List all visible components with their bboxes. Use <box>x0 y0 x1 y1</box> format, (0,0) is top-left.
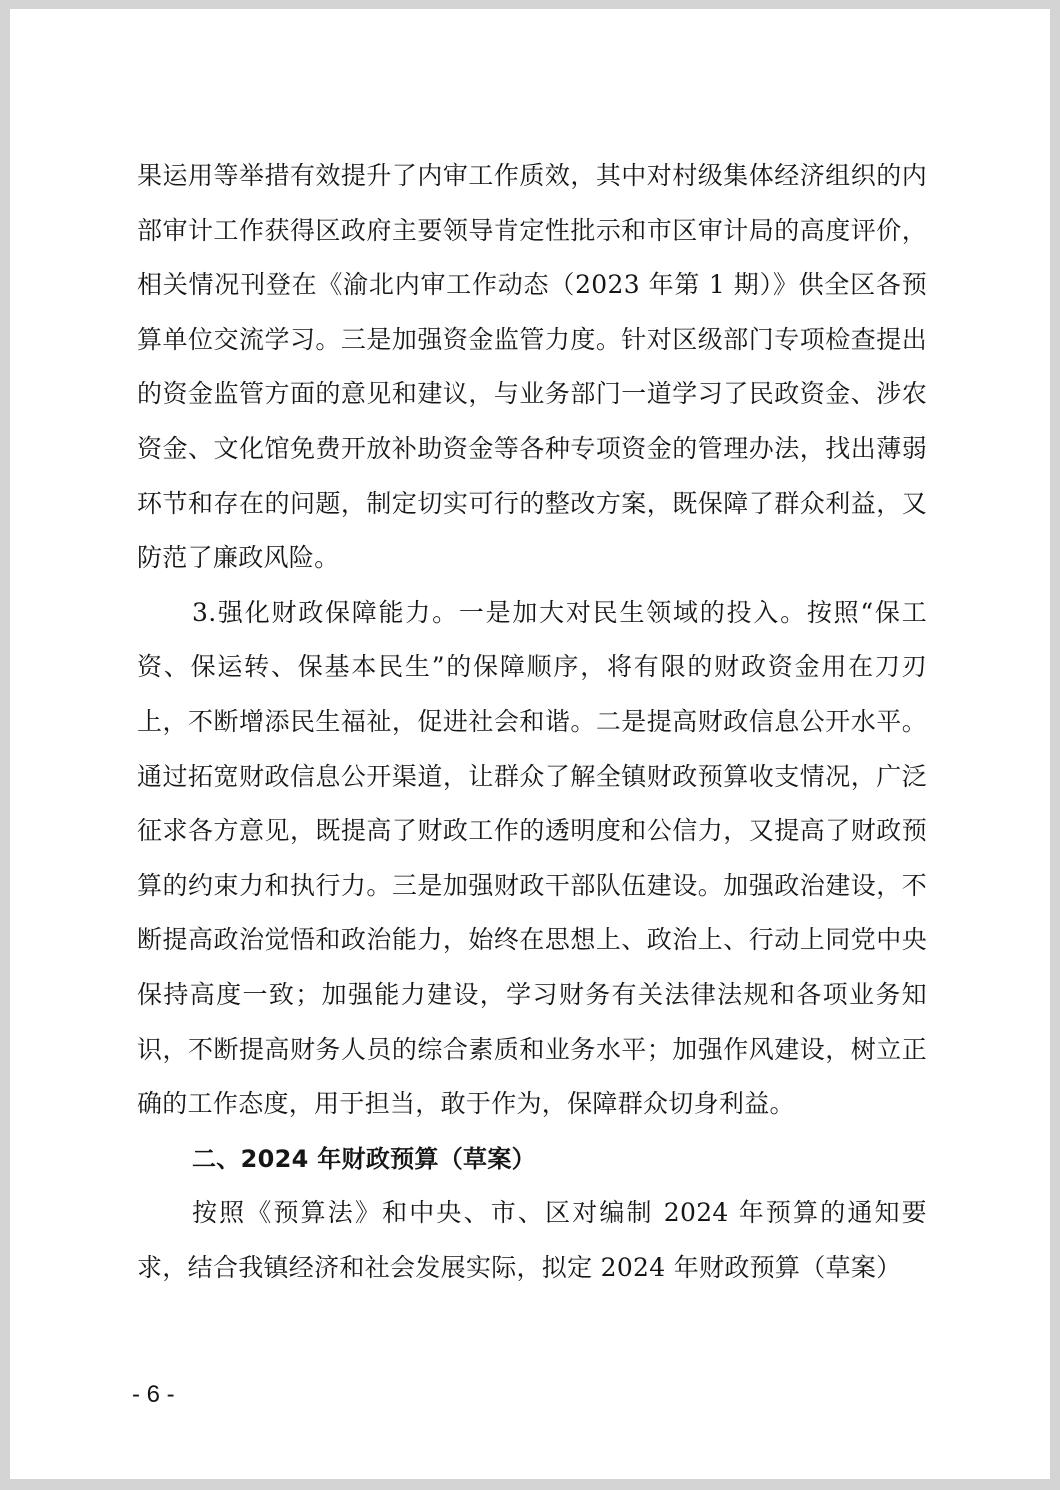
paragraph-internal-audit: 果运用等举措有效提升了内审工作质效，其中对村级集体经济组织的内部审计工作获得区政府主要领导肯定性批示和市区审计局的高度评价，相关情况刊登在《渝北内审工作动态（2023 年第 1 期）》供全区各预算单位交流学习。三是加强资金监管力度。针对区级部门专项检查提出的资金监管方面的意见和建议，与业务部门一道学习了民政资金、涉农资金、文化馆免费开放补助资金等各种专项资金的管理办法，找出薄弱环节和存在的问题，制定切实可行的整改方案，既保障了群众利益，又防范了廉政风险。 <box>137 161 927 573</box>
section-heading-budget-2024: 二、2024 年财政预算（草案） <box>192 1144 536 1173</box>
document-body <box>137 149 927 1295</box>
document-page <box>10 9 1050 1479</box>
page-number: - 6 - <box>132 1381 175 1408</box>
paragraph-fiscal-guarantee: 3.强化财政保障能力。一是加大对民生领域的投入。按照“保工资、保运转、保基本民生”的保障顺序，将有限的财政资金用在刀刃上，不断增添民生福祉，促进社会和谐。二是提高财政信息公开水平。通过拓宽财政信息公开渠道，让群众了解全镇财政预算收支情况，广泛征求各方意见，既提高了财政工作的透明度和公信力，又提高了财政预算的约束力和执行力。三是加强财政干部队伍建设。加强政治建设，不断提高政治觉悟和政治能力，始终在思想上、政治上、行动上同党中央保持高度一致；加强能力建设，学习财务有关法律法规和各项业务知识，不断提高财务人员的综合素质和业务水平；加强作风建设，树立正确的工作态度，用于担当，敢于作为，保障群众切身利益。 <box>137 597 927 1119</box>
paragraph-budget-intro: 按照《预算法》和中央、市、区对编制 2024 年预算的通知要求，结合我镇经济和社会发展实际，拟定 2024 年财政预算（草案） <box>137 1198 927 1282</box>
